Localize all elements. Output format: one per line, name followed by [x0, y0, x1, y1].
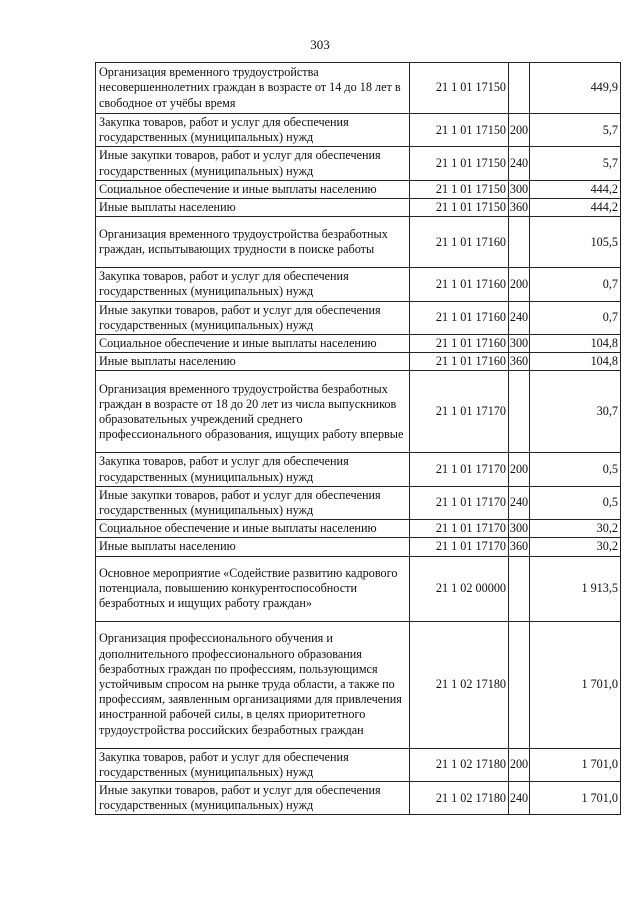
row-name-cell: Иные выплаты населению	[96, 199, 410, 217]
row-name-cell: Организация временного трудоустройства безработных граждан в возрасте от 18 до 20 лет из числа выпускников образовательных учреждений среднего профессионального образования, ищущих работу впервые	[96, 371, 410, 453]
row-expense-type-cell	[509, 556, 530, 621]
row-name-cell: Иные закупки товаров, работ и услуг для обеспечения государственных (муниципальных) нужд	[96, 782, 410, 815]
page-number: 303	[310, 37, 330, 52]
row-target-code-cell: 21 1 01 17160	[410, 217, 509, 268]
row-target-code-cell: 21 1 01 17150	[410, 180, 509, 198]
row-expense-type-cell	[509, 371, 530, 453]
row-amount-cell: 30,7	[530, 371, 621, 453]
row-name-cell: Закупка товаров, работ и услуг для обеспечения государственных (муниципальных) нужд	[96, 268, 410, 301]
row-target-code-cell: 21 1 01 17160	[410, 301, 509, 334]
row-expense-type-cell: 240	[509, 147, 530, 180]
row-expense-type-cell: 360	[509, 353, 530, 371]
row-target-code-cell: 21 1 01 17170	[410, 453, 509, 486]
row-amount-cell: 1 913,5	[530, 556, 621, 621]
table-row	[96, 217, 621, 268]
row-expense-type-cell: 200	[509, 453, 530, 486]
row-expense-type-cell: 300	[509, 180, 530, 198]
table-row	[96, 63, 621, 114]
table-row	[96, 353, 621, 371]
row-expense-type-cell: 240	[509, 782, 530, 815]
row-name-cell: Организация профессионального обучения и дополнительного профессионального образования безработных граждан по профессиям, пользующимся устойчивым спросом на рынке труда области, а также по профессиям, заявленным организациями для привлечения иностранной рабочей силы, в целях приоритетного трудоустройства российских безработных граждан	[96, 621, 410, 748]
row-expense-type-cell: 300	[509, 520, 530, 538]
row-name-cell: Социальное обеспечение и иные выплаты населению	[96, 520, 410, 538]
row-expense-type-cell: 200	[509, 268, 530, 301]
row-expense-type-cell	[509, 621, 530, 748]
row-amount-cell: 1 701,0	[530, 748, 621, 781]
row-target-code-cell: 21 1 02 17180	[410, 621, 509, 748]
budget-table-body	[96, 63, 621, 815]
row-amount-cell: 5,7	[530, 147, 621, 180]
row-name-cell: Иные выплаты населению	[96, 538, 410, 556]
row-name-cell: Социальное обеспечение и иные выплаты населению	[96, 335, 410, 353]
row-amount-cell: 104,8	[530, 353, 621, 371]
table-row	[96, 782, 621, 815]
row-amount-cell: 449,9	[530, 63, 621, 114]
table-row	[96, 453, 621, 486]
row-target-code-cell: 21 1 01 17150	[410, 63, 509, 114]
budget-table	[95, 62, 621, 815]
row-amount-cell: 30,2	[530, 520, 621, 538]
row-amount-cell: 1 701,0	[530, 621, 621, 748]
row-target-code-cell: 21 1 01 17150	[410, 114, 509, 147]
table-row	[96, 538, 621, 556]
table-row	[96, 335, 621, 353]
table-row	[96, 371, 621, 453]
row-expense-type-cell: 360	[509, 538, 530, 556]
row-amount-cell: 1 701,0	[530, 782, 621, 815]
row-target-code-cell: 21 1 01 17160	[410, 353, 509, 371]
row-target-code-cell: 21 1 01 17160	[410, 335, 509, 353]
row-target-code-cell: 21 1 01 17170	[410, 538, 509, 556]
row-target-code-cell: 21 1 01 17150	[410, 199, 509, 217]
table-row	[96, 520, 621, 538]
row-target-code-cell: 21 1 01 17170	[410, 486, 509, 519]
row-name-cell: Основное мероприятие «Содействие развитию кадрового потенциала, повышению конкурентоспособности безработных и ищущих работу граждан»	[96, 556, 410, 621]
row-name-cell: Закупка товаров, работ и услуг для обеспечения государственных (муниципальных) нужд	[96, 453, 410, 486]
table-row	[96, 268, 621, 301]
table-row	[96, 199, 621, 217]
row-amount-cell: 0,5	[530, 453, 621, 486]
row-target-code-cell: 21 1 02 17180	[410, 748, 509, 781]
row-expense-type-cell: 360	[509, 199, 530, 217]
row-amount-cell: 30,2	[530, 538, 621, 556]
row-amount-cell: 104,8	[530, 335, 621, 353]
table-row	[96, 556, 621, 621]
row-name-cell: Иные выплаты населению	[96, 353, 410, 371]
row-name-cell: Иные закупки товаров, работ и услуг для обеспечения государственных (муниципальных) нужд	[96, 486, 410, 519]
row-expense-type-cell	[509, 217, 530, 268]
row-expense-type-cell: 240	[509, 301, 530, 334]
table-row	[96, 114, 621, 147]
row-target-code-cell: 21 1 02 00000	[410, 556, 509, 621]
row-target-code-cell: 21 1 01 17170	[410, 371, 509, 453]
row-name-cell: Иные закупки товаров, работ и услуг для обеспечения государственных (муниципальных) нужд	[96, 301, 410, 334]
table-row	[96, 621, 621, 748]
row-amount-cell: 0,7	[530, 268, 621, 301]
row-name-cell: Организация временного трудоустройства несовершеннолетних граждан в возрасте от 14 до 18 лет в свободное от учёбы время	[96, 63, 410, 114]
row-expense-type-cell: 300	[509, 335, 530, 353]
row-amount-cell: 444,2	[530, 180, 621, 198]
row-expense-type-cell: 200	[509, 748, 530, 781]
row-name-cell: Закупка товаров, работ и услуг для обеспечения государственных (муниципальных) нужд	[96, 748, 410, 781]
row-name-cell: Иные закупки товаров, работ и услуг для обеспечения государственных (муниципальных) нужд	[96, 147, 410, 180]
row-name-cell: Организация временного трудоустройства безработных граждан, испытывающих трудности в поиске работы	[96, 217, 410, 268]
row-amount-cell: 105,5	[530, 217, 621, 268]
row-target-code-cell: 21 1 01 17170	[410, 520, 509, 538]
row-amount-cell: 5,7	[530, 114, 621, 147]
row-expense-type-cell: 240	[509, 486, 530, 519]
table-row	[96, 486, 621, 519]
row-amount-cell: 0,5	[530, 486, 621, 519]
row-amount-cell: 444,2	[530, 199, 621, 217]
table-row	[96, 147, 621, 180]
row-target-code-cell: 21 1 01 17160	[410, 268, 509, 301]
table-row	[96, 301, 621, 334]
table-row	[96, 748, 621, 781]
row-target-code-cell: 21 1 02 17180	[410, 782, 509, 815]
row-name-cell: Социальное обеспечение и иные выплаты населению	[96, 180, 410, 198]
row-expense-type-cell: 200	[509, 114, 530, 147]
table-row	[96, 180, 621, 198]
row-target-code-cell: 21 1 01 17150	[410, 147, 509, 180]
row-amount-cell: 0,7	[530, 301, 621, 334]
row-name-cell: Закупка товаров, работ и услуг для обеспечения государственных (муниципальных) нужд	[96, 114, 410, 147]
row-expense-type-cell	[509, 63, 530, 114]
